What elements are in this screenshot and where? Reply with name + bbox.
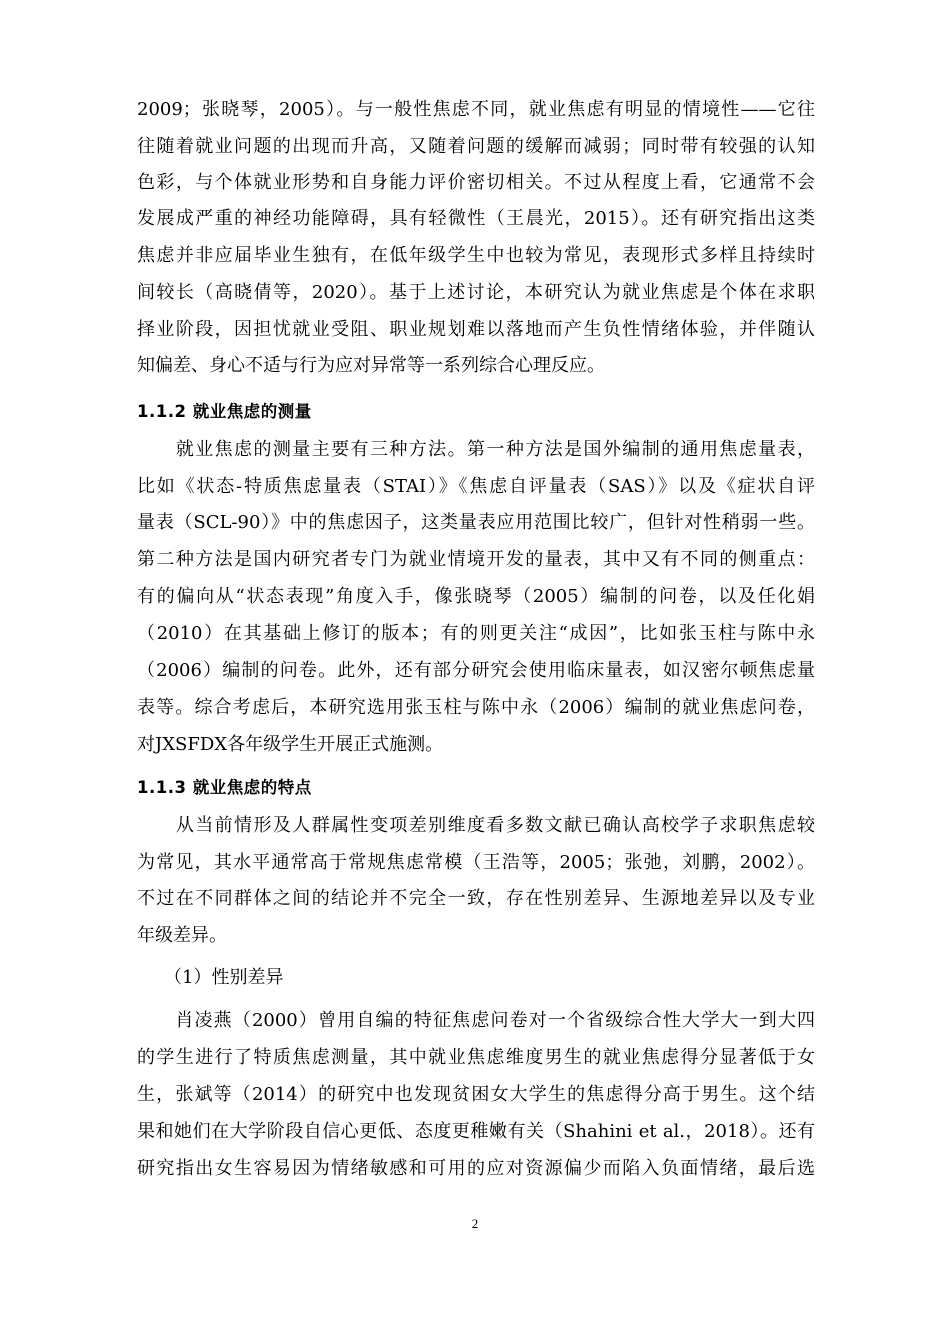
paragraph-line: 知偏差、身心不适与行为应对异常等一系列综合心理反应。 [137, 355, 605, 376]
paragraph-line: 2009；张晓琴，2005）。与一般性焦虑不同，就业焦虑有明显的情境性——它往 [137, 99, 815, 120]
paragraph-line: 表等。综合考虑后，本研究选用张玉柱与陈中永（2006）编制的就业焦虑问卷， [137, 697, 815, 718]
paragraph-line: 生，张斌等（2014）的研究中也发现贫困女大学生的焦虑得分高于男生。这个结 [137, 1084, 815, 1105]
paragraph-line: 择业阶段，因担忧就业受阻、职业规划难以落地而产生负性情绪体验，并伴随认 [137, 319, 815, 340]
paragraph-line: 就业焦虑的测量主要有三种方法。第一种方法是国外编制的通用焦虑量表， [137, 439, 815, 460]
paragraph-line: 比如《状态-特质焦虑量表（STAI）》《焦虑自评量表（SAS）》以及《症状自评 [137, 476, 815, 497]
paragraph-line: 为常见，其水平通常高于常规焦虑常模（王浩等，2005；张弛，刘鹏，2002）。 [137, 852, 815, 873]
paragraph-line: 年级差异。 [137, 925, 227, 946]
page-number: 2 [471, 1216, 479, 1231]
paragraph-line: 第二种方法是国内研究者专门为就业情境开发的量表，其中又有不同的侧重点： [137, 549, 815, 570]
section-heading: 1.1.3 就业焦虑的特点 [137, 778, 312, 797]
paragraph-line: 果和她们在大学阶段自信心更低、态度更稚嫩有关（Shahini et al.，2018）。还有 [137, 1121, 815, 1142]
paragraph-line: 不过在不同群体之间的结论并不完全一致，存在性别差异、生源地差异以及专业 [137, 888, 815, 909]
paragraph-line: 的学生进行了特质焦虑测量，其中就业焦虑维度男生的就业焦虑得分显著低于女 [137, 1047, 815, 1068]
paragraph-line: 肖凌燕（2000）曾用自编的特征焦虑问卷对一个省级综合性大学大一到大四 [137, 1010, 815, 1031]
paragraph-line: 研究指出女生容易因为情绪敏感和可用的应对资源偏少而陷入负面情绪，最后选 [137, 1158, 815, 1179]
section-heading: 1.1.2 就业焦虑的测量 [137, 402, 312, 421]
paragraph-line: 发展成严重的神经功能障碍，具有轻微性（王晨光，2015）。还有研究指出这类 [137, 208, 815, 229]
paragraph-line: （2006）编制的问卷。此外，还有部分研究会使用临床量表，如汉密尔顿焦虑量 [137, 660, 815, 681]
paragraph-line: 往随着就业问题的出现而升高，又随着问题的缓解而减弱；同时带有较强的认知 [137, 136, 815, 157]
paragraph-line: 间较长（高晓倩等，2020）。基于上述讨论，本研究认为就业焦虑是个体在求职 [137, 282, 815, 303]
paragraph-line: 焦虑并非应届毕业生独有，在低年级学生中也较为常见，表现形式多样且持续时 [137, 245, 815, 266]
paragraph-line: 从当前情形及人群属性变项差别维度看多数文献已确认高校学子求职焦虑较 [137, 815, 815, 836]
paragraph-line: 色彩，与个体就业形势和自身能力评价密切相关。不过从程度上看，它通常不会 [137, 172, 815, 193]
paragraph-line: 量表（SCL-90）》中的焦虑因子，这类量表应用范围比较广，但针对性稍弱一些。 [137, 512, 815, 533]
subsection-heading: （1）性别差异 [137, 967, 284, 988]
paragraph-line: 有的偏向从“状态表现”角度入手，像张晓琴（2005）编制的问卷，以及任化娟 [137, 586, 815, 607]
paragraph-line: （2010）在其基础上修订的版本；有的则更关注“成因”，比如张玉柱与陈中永 [137, 623, 815, 644]
paragraph-line: 对JXSFDX各年级学生开展正式施测。 [137, 734, 444, 755]
body-text [137, 0, 815, 1200]
